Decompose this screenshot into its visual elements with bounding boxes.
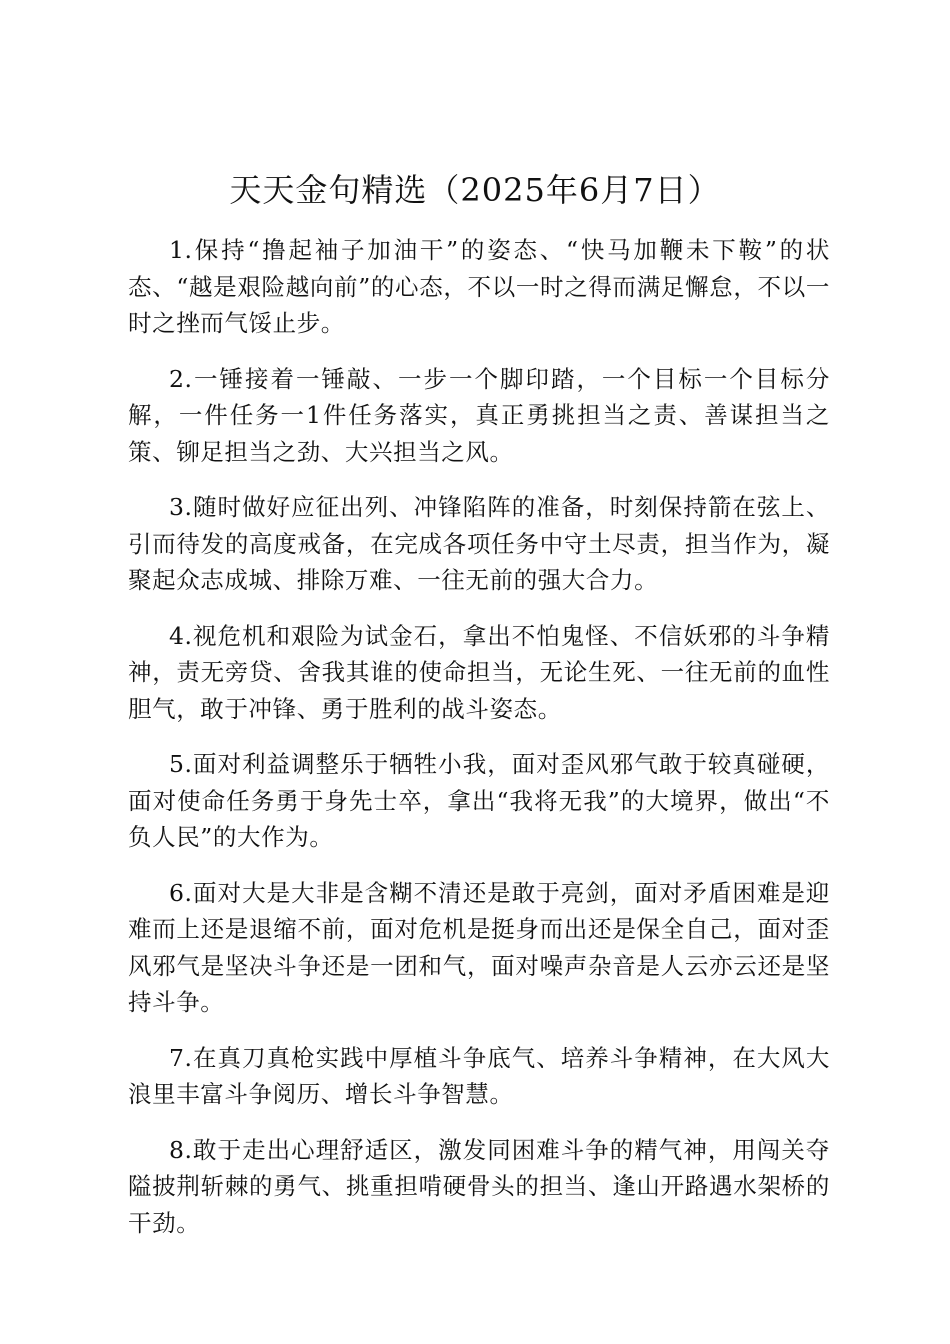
quote-paragraph-3: 3.随时做好应征出列、冲锋陷阵的准备，时刻保持箭在弦上、引而待发的高度戒备，在完成各项任务中守土尽责，担当作为，凝聚起众志成城、排除万难、一往无前的强大合力。 xyxy=(128,493,830,594)
quote-paragraph-5: 5.面对利益调整乐于牺牲小我，面对歪风邪气敢于较真碰硬，面对使命任务勇于身先士卒，拿出“我将无我”的大境界，做出“不负人民”的大作为。 xyxy=(128,750,830,851)
quote-paragraph-1: 1.保持“撸起袖子加油干”的姿态、“快马加鞭未下鞍”的状态、“越是艰险越向前”的心态，不以一时之得而满足懈怠，不以一时之挫而气馁止步。 xyxy=(128,236,830,337)
quote-paragraph-8: 8.敢于走出心理舒适区，激发同困难斗争的精气神，用闯关夺隘披荆斩棘的勇气、挑重担啃硬骨头的担当、逢山开路遇水架桥的干劲。 xyxy=(128,1135,830,1237)
quote-paragraph-2: 2.一锤接着一锤敲、一步一个脚印踏，一个目标一个目标分解，一件任务一1件任务落实，真正勇挑担当之责、善谋担当之策、铆足担当之劲、大兴担当之风。 xyxy=(128,364,830,466)
quote-paragraph-6: 6.面对大是大非是含糊不清还是敢于亮剑，面对矛盾困难是迎难而上还是退缩不前，面对危机是挺身而出还是保全自己，面对歪风邪气是坚决斗争还是一团和气，面对噪声杂音是人云亦云还是坚持斗争。 xyxy=(128,878,830,1016)
quote-paragraph-7: 7.在真刀真枪实践中厚植斗争底气、培养斗争精神，在大风大浪里丰富斗争阅历、增长斗争智慧。 xyxy=(128,1043,830,1108)
document-title: 天天金句精选（2025年6月7日） xyxy=(229,171,721,209)
document-body xyxy=(128,232,830,1260)
quote-paragraph-4: 4.视危机和艰险为试金石，拿出不怕鬼怪、不信妖邪的斗争精神，责无旁贷、舍我其谁的使命担当，无论生死、一往无前的血性胆气，敢于冲锋、勇于胜利的战斗姿态。 xyxy=(128,621,830,723)
